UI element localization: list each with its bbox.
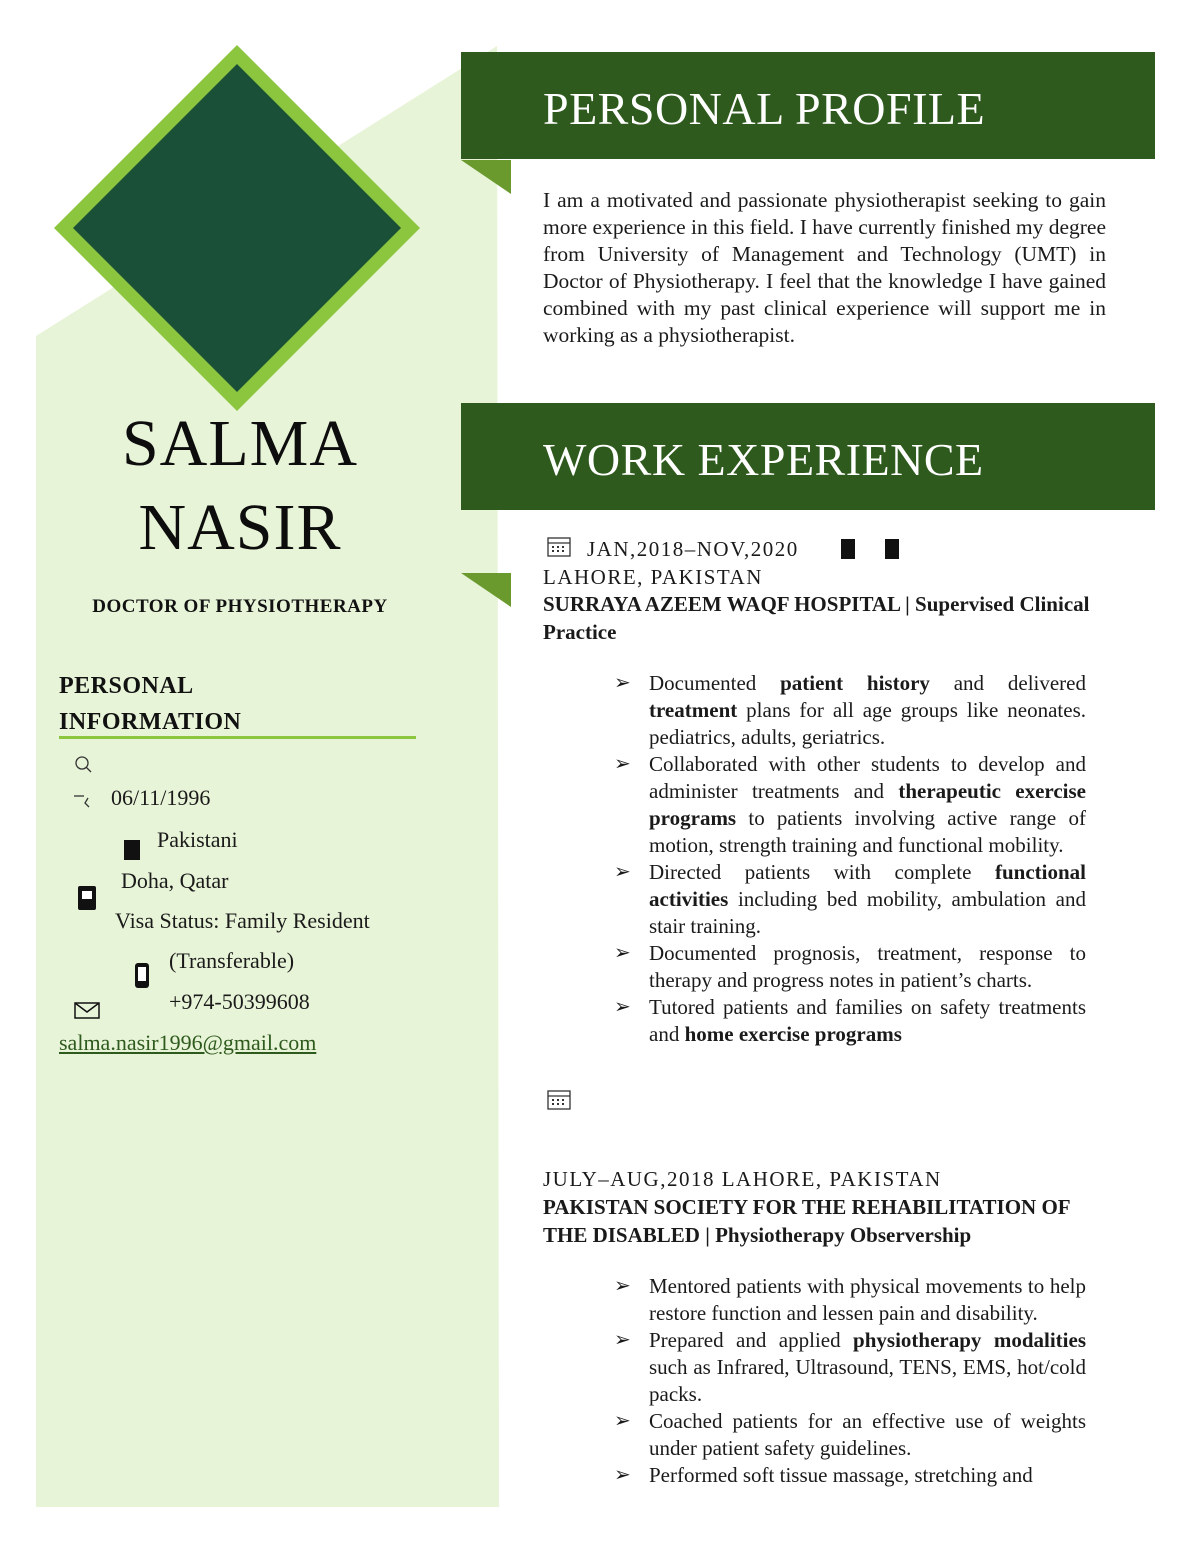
location-icon	[76, 882, 98, 912]
email-icon	[74, 1002, 100, 1020]
personal-info-divider	[59, 736, 416, 739]
job2-dates-location: JULY–AUG,2018 LAHORE, PAKISTAN	[543, 1167, 942, 1191]
list-item: ➢ Directed patients with complete functional activities including bed mobility, ambulation and stair training.	[614, 860, 1086, 938]
profile-banner	[461, 52, 1155, 159]
calendar-icon	[547, 1088, 571, 1110]
work-banner	[461, 403, 1155, 510]
location-icon	[885, 539, 899, 559]
personal-info-heading-line2: INFORMATION	[59, 709, 242, 735]
list-item: ➢ Prepared and applied physiotherapy modalities such as Infrared, Ultrasound, TENS, EMS, hot/cold packs.	[614, 1328, 1086, 1406]
calendar-icon	[547, 535, 571, 557]
flag-icon	[124, 840, 140, 860]
job2-organization: PAKISTAN SOCIETY FOR THE REHABILITATION OF THE DISABLED | Physiotherapy Observership	[543, 1195, 1070, 1247]
personal-info-heading-line1: PERSONAL	[59, 673, 194, 699]
job1-dates: JAN,2018–NOV,2020	[587, 537, 799, 561]
last-name: NASIR	[138, 491, 342, 564]
phone-number: +974-50399608	[169, 989, 310, 1014]
profile-text: I am a motivated and passionate physiotherapist seeking to gain more experience in this field. I have currently finished my degree from University of Management and Technology (UMT) in Doctor of Physiotherapy. I feel that the knowledge I have gained combined with my past clinical experience will support me in working as a physiotherapist.	[543, 188, 1106, 347]
location-icon	[841, 539, 855, 559]
job-role: DOCTOR OF PHYSIOTHERAPY	[92, 596, 388, 617]
work-title: WORK EXPERIENCE	[543, 434, 984, 485]
visa-status-transferable: (Transferable)	[169, 948, 295, 973]
first-name: SALMA	[121, 407, 359, 480]
list-item: ➢ Documented patient history and delivered treatment plans for all age groups like neonates. pediatrics, adults, geriatrics.	[614, 671, 1086, 749]
list-item: ➢ Tutored patients and families on safety treatments and home exercise programs	[614, 995, 1086, 1046]
list-item: ➢ Collaborated with other students to develop and administer treatments and therapeutic exercise programs to patients involving active range of motion, strength training and functional mobility.	[614, 752, 1086, 857]
nationality: Pakistani	[157, 827, 238, 852]
date-of-birth: 06/11/1996	[111, 785, 211, 810]
job1-bullets	[614, 670, 1086, 1048]
job2-bullets	[614, 1273, 1086, 1489]
email-link[interactable]: salma.nasir1996@gmail.com	[59, 1030, 317, 1055]
list-item: ➢ Coached patients for an effective use of weights under patient safety guidelines.	[614, 1409, 1086, 1460]
personal-info-heading	[59, 668, 241, 740]
list-item: ➢ Mentored patients with physical movements to help restore function and lessen pain and disability.	[614, 1274, 1086, 1325]
visa-status: Visa Status: Family Resident	[115, 908, 370, 933]
location: Doha, Qatar	[121, 868, 229, 893]
calendar-icon	[72, 790, 94, 812]
phone-icon	[133, 962, 151, 990]
job1-location: LAHORE, PAKISTAN	[543, 565, 763, 589]
search-person-icon	[72, 754, 94, 776]
list-item: ➢ Documented prognosis, treatment, response to therapy and progress notes in patient’s charts.	[614, 941, 1086, 992]
profile-title: PERSONAL PROFILE	[543, 83, 986, 134]
job1-organization: SURRAYA AZEEM WAQF HOSPITAL | Supervised Clinical Practice	[543, 592, 1090, 644]
list-item: ➢ Performed soft tissue massage, stretching and	[614, 1463, 1033, 1487]
